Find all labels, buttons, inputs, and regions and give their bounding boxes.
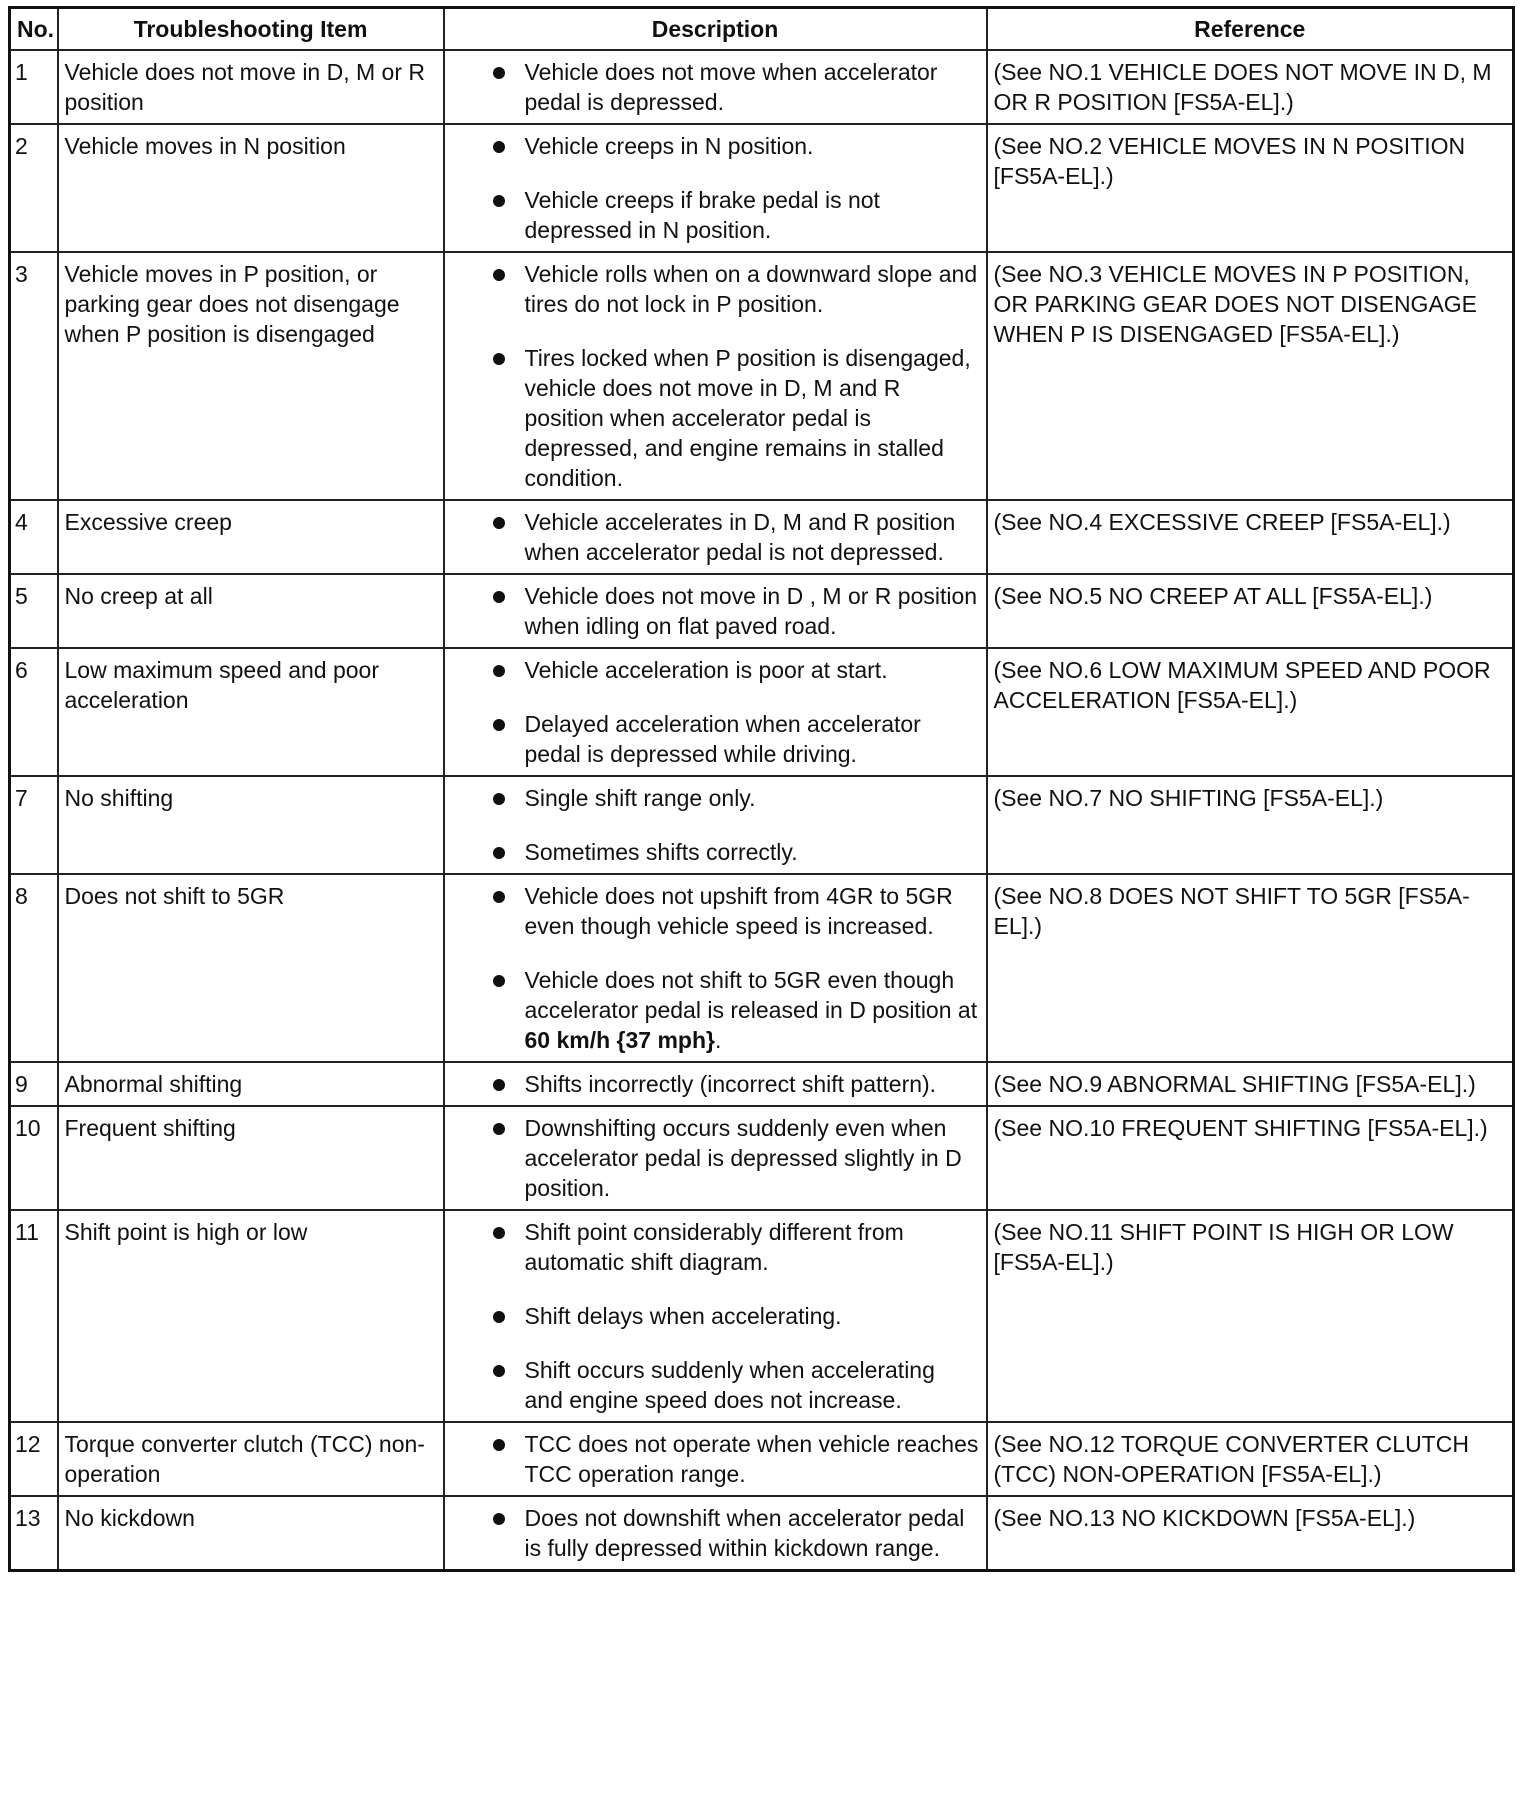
description-cell: [444, 1422, 987, 1496]
reference-link[interactable]: (See NO.13 NO KICKDOWN [FS5A-EL].): [987, 1496, 1514, 1571]
troubleshooting-item: Vehicle moves in P position, or parking gear does not disengage when P position is disengaged: [58, 252, 444, 500]
description-bullet: Vehicle acceleration is poor at start.: [491, 655, 980, 685]
troubleshooting-item: Vehicle does not move in D, M or R position: [58, 50, 444, 124]
description-bullet: Shifts incorrectly (incorrect shift pattern).: [491, 1069, 980, 1099]
description-bullet: Vehicle rolls when on a downward slope and tires do not lock in P position.: [491, 259, 980, 319]
description-cell: [444, 574, 987, 648]
description-bullet: Vehicle does not upshift from 4GR to 5GR even though vehicle speed is increased.: [491, 881, 980, 941]
description-bullet: Tires locked when P position is disengaged, vehicle does not move in D, M and R position when accelerator pedal is depressed, and engine remains in stalled condition.: [491, 343, 980, 493]
row-number: 10: [10, 1106, 58, 1210]
table-row: [10, 574, 1514, 648]
description-cell: [444, 776, 987, 874]
row-number: 2: [10, 124, 58, 252]
table-row: [10, 648, 1514, 776]
row-number: 7: [10, 776, 58, 874]
troubleshooting-item: Shift point is high or low: [58, 1210, 444, 1422]
table-row: [10, 124, 1514, 252]
reference-link[interactable]: (See NO.6 LOW MAXIMUM SPEED AND POOR ACCELERATION [FS5A-EL].): [987, 648, 1514, 776]
description-bullet: [491, 965, 980, 1055]
description-bullet: TCC does not operate when vehicle reaches TCC operation range.: [491, 1429, 980, 1489]
description-cell: [444, 1210, 987, 1422]
table-row: [10, 874, 1514, 1062]
header-description: Description: [444, 8, 987, 51]
description-cell: [444, 124, 987, 252]
description-cell: [444, 648, 987, 776]
description-cell: [444, 50, 987, 124]
troubleshooting-item: No creep at all: [58, 574, 444, 648]
troubleshooting-item: No kickdown: [58, 1496, 444, 1571]
row-number: 8: [10, 874, 58, 1062]
reference-link[interactable]: (See NO.2 VEHICLE MOVES IN N POSITION [FS5A-EL].): [987, 124, 1514, 252]
reference-link[interactable]: (See NO.9 ABNORMAL SHIFTING [FS5A-EL].): [987, 1062, 1514, 1106]
description-bullet: Downshifting occurs suddenly even when accelerator pedal is depressed slightly in D position.: [491, 1113, 980, 1203]
row-number: 12: [10, 1422, 58, 1496]
description-cell: [444, 1106, 987, 1210]
description-text: Vehicle does not shift to 5GR even though accelerator pedal is released in D position at: [524, 967, 978, 1023]
reference-link[interactable]: (See NO.3 VEHICLE MOVES IN P POSITION, OR PARKING GEAR DOES NOT DISENGAGE WHEN P IS DISENGAGED [FS5A-EL].): [987, 252, 1514, 500]
table-row: [10, 1106, 1514, 1210]
header-troubleshooting-item: Troubleshooting Item: [58, 8, 444, 51]
row-number: 13: [10, 1496, 58, 1571]
description-bullet: Shift delays when accelerating.: [491, 1301, 980, 1331]
header-row: [10, 8, 1514, 51]
troubleshooting-item: Frequent shifting: [58, 1106, 444, 1210]
description-bullet: Delayed acceleration when accelerator pedal is depressed while driving.: [491, 709, 980, 769]
row-number: 3: [10, 252, 58, 500]
troubleshooting-item: Low maximum speed and poor acceleration: [58, 648, 444, 776]
description-cell: [444, 500, 987, 574]
troubleshooting-item: Does not shift to 5GR: [58, 874, 444, 1062]
description-bullet: Vehicle does not move in D , M or R position when idling on flat paved road.: [491, 581, 980, 641]
description-cell: [444, 252, 987, 500]
reference-link[interactable]: (See NO.11 SHIFT POINT IS HIGH OR LOW [FS5A-EL].): [987, 1210, 1514, 1422]
reference-link[interactable]: (See NO.4 EXCESSIVE CREEP [FS5A-EL].): [987, 500, 1514, 574]
row-number: 11: [10, 1210, 58, 1422]
reference-link[interactable]: (See NO.8 DOES NOT SHIFT TO 5GR [FS5A-EL].): [987, 874, 1514, 1062]
row-number: 4: [10, 500, 58, 574]
description-bullet: Does not downshift when accelerator pedal is fully depressed within kickdown range.: [491, 1503, 980, 1563]
description-cell: [444, 1496, 987, 1571]
reference-link[interactable]: (See NO.12 TORQUE CONVERTER CLUTCH (TCC) NON-OPERATION [FS5A-EL].): [987, 1422, 1514, 1496]
reference-link[interactable]: (See NO.1 VEHICLE DOES NOT MOVE IN D, M OR R POSITION [FS5A-EL].): [987, 50, 1514, 124]
troubleshooting-item: Abnormal shifting: [58, 1062, 444, 1106]
row-number: 1: [10, 50, 58, 124]
header-no: No.: [10, 8, 58, 51]
table-row: [10, 1496, 1514, 1571]
row-number: 6: [10, 648, 58, 776]
reference-link[interactable]: (See NO.7 NO SHIFTING [FS5A-EL].): [987, 776, 1514, 874]
description-bullet: Vehicle creeps if brake pedal is not depressed in N position.: [491, 185, 980, 245]
troubleshooting-item: Vehicle moves in N position: [58, 124, 444, 252]
description-bullet: Single shift range only.: [491, 783, 980, 813]
troubleshooting-item: No shifting: [58, 776, 444, 874]
troubleshooting-document: [8, 6, 1512, 1572]
description-bullet: Vehicle accelerates in D, M and R position when accelerator pedal is not depressed.: [491, 507, 980, 567]
table-row: [10, 776, 1514, 874]
header-reference: Reference: [987, 8, 1514, 51]
description-text: .: [714, 1027, 722, 1053]
table-row: [10, 1422, 1514, 1496]
description-cell: [444, 1062, 987, 1106]
troubleshooting-table: [8, 6, 1515, 1572]
description-cell: [444, 874, 987, 1062]
table-row: [10, 50, 1514, 124]
reference-link[interactable]: (See NO.5 NO CREEP AT ALL [FS5A-EL].): [987, 574, 1514, 648]
description-bullet: Vehicle creeps in N position.: [491, 131, 980, 161]
troubleshooting-item: Torque converter clutch (TCC) non-operation: [58, 1422, 444, 1496]
table-row: [10, 1062, 1514, 1106]
description-bullet: Shift occurs suddenly when accelerating and engine speed does not increase.: [491, 1355, 980, 1415]
table-row: [10, 500, 1514, 574]
speed-value: 60 km/h {37 mph}: [524, 1027, 715, 1053]
description-bullet: Shift point considerably different from automatic shift diagram.: [491, 1217, 980, 1277]
description-bullet: Sometimes shifts correctly.: [491, 837, 980, 867]
description-bullet: Vehicle does not move when accelerator pedal is depressed.: [491, 57, 980, 117]
troubleshooting-item: Excessive creep: [58, 500, 444, 574]
table-row: [10, 252, 1514, 500]
row-number: 9: [10, 1062, 58, 1106]
reference-link[interactable]: (See NO.10 FREQUENT SHIFTING [FS5A-EL].): [987, 1106, 1514, 1210]
row-number: 5: [10, 574, 58, 648]
table-row: [10, 1210, 1514, 1422]
